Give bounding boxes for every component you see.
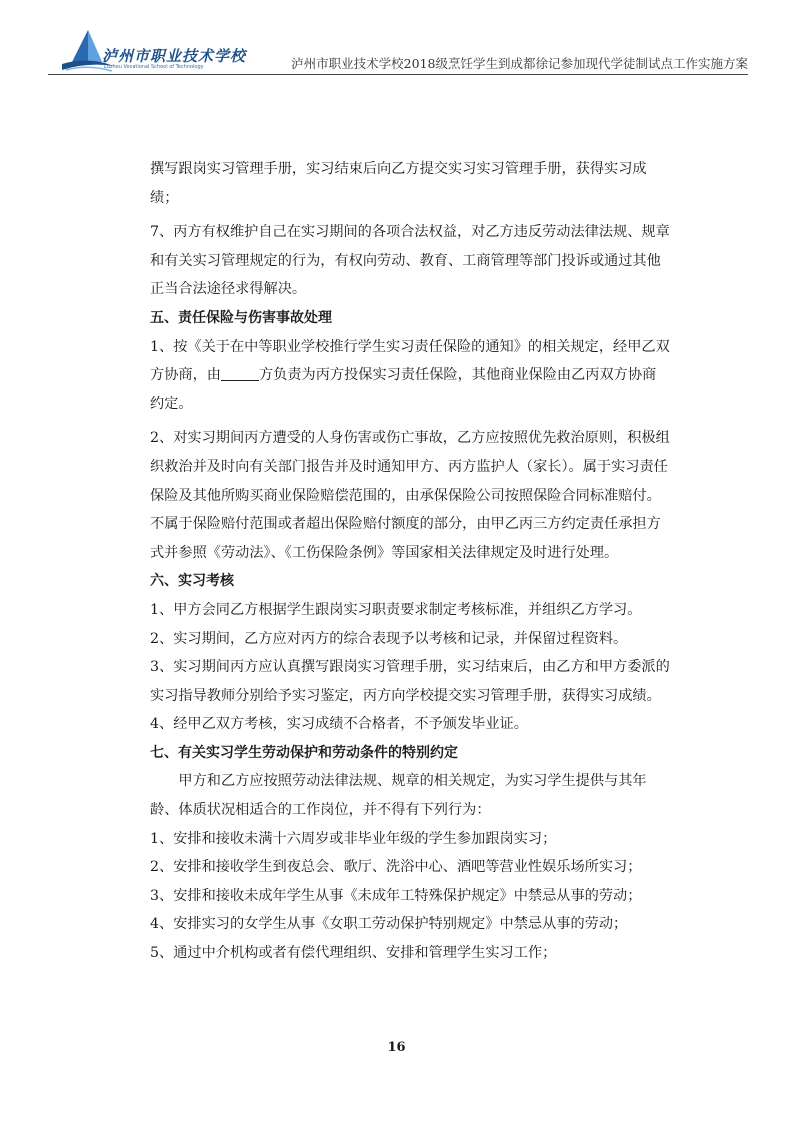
paragraph-continued: 撰写跟岗实习管理手册，实习结束后向乙方提交实习实习管理手册，获得实习成绩； — [150, 161, 647, 206]
paragraph-5-1-part-a: 1、按《关于在中等职业学校推行学生实习责任保险的通知》的相关规定，经甲乙双方协商，由 — [150, 338, 670, 384]
paragraph-7-3: 3、安排和接收未成年学生从事《未成年工特殊保护规定》中禁忌从事的劳动； — [150, 887, 642, 904]
paragraph-6-2: 2、实习期间，乙方应对丙方的综合表现予以考核和记录，并保留过程资料。 — [150, 630, 628, 647]
document-body — [150, 155, 670, 968]
paragraph-6-3: 3、实习期间丙方应认真撰写跟岗实习管理手册，实习结束后，由乙方和甲方委派的实习指导教师分别给予实习鉴定，丙方向学校提交实习管理手册，获得实习成绩。 — [150, 659, 670, 704]
paragraph-7-intro: 甲方和乙方应按照劳动法律法规、规章的相关规定，为实习学生提供与其年龄、体质状况相适合的工作岗位，并不得有下列行为： — [150, 773, 647, 819]
section-heading-5: 五、责任保险与伤害事故处理 — [150, 309, 332, 326]
logo-subtext: Luzhou Vocational School of Technology — [104, 64, 204, 70]
paragraph-7-2: 2、安排和接收学生到夜总会、歌厅、洗浴中心、酒吧等营业性娱乐场所实习； — [150, 859, 642, 876]
page-header — [48, 26, 748, 76]
paragraph-7-4: 4、安排实习的女学生从事《女职工劳动保护特别规定》中禁忌从事的劳动； — [150, 916, 628, 933]
paragraph-6-1: 1、甲方会同乙方根据学生跟岗实习职责要求制定考核标准，并组织乙方学习。 — [150, 601, 642, 618]
paragraph-5-1-part-b: 方负责为丙方投保实习责任保险，其他商业保险由乙丙双方协商约定。 — [150, 367, 657, 412]
header-divider — [48, 74, 748, 75]
fill-in-blank — [221, 366, 259, 381]
page-number: 16 — [387, 1040, 406, 1055]
paragraph-7-1: 1、安排和接收未满十六周岁或非毕业年级的学生参加跟岗实习； — [150, 830, 557, 847]
paragraph-7-5: 5、通过中介机构或者有偿代理组织、安排和管理学生实习工作； — [150, 945, 557, 962]
section-heading-7: 七、有关实习学生劳动保护和劳动条件的特别约定 — [150, 744, 458, 761]
logo-text: 泸州市职业技术学校 — [102, 47, 247, 65]
paragraph-7: 7、丙方有权维护自己在实习期间的各项合法权益，对乙方违反劳动法律法规、规章和有关实习管理规定的行为，有权向劳动、教育、工商管理等部门投诉或通过其他正当合法途径求得解决。 — [150, 224, 670, 298]
section-heading-6: 六、实习考核 — [150, 573, 234, 590]
paragraph-6-4: 4、经甲乙双方考核，实习成绩不合格者，不予颁发毕业证。 — [150, 716, 528, 733]
paragraph-5-2: 2、对实习期间丙方遭受的人身伤害或伤亡事故，乙方应按照优先救治原则，积极组织救治并及时向有关部门报告并及时通知甲方、丙方监护人（家长）。属于实习责任保险及其他所购买商业保险赔偿范围的，由承保保险公司按照保险合同标准赔付。不属于保险赔付范围或者超出保险赔付额度的部分，由甲乙丙三方约定责任承担方式并参照《劳动法》、《工伤保险条例》等国家相关法律规定及时进行处理。 — [150, 430, 670, 561]
paragraph-5-1 — [150, 333, 670, 419]
document-title: 泸州市职业技术学校2018级烹饪学生到成都徐记参加现代学徒制试点工作实施方案 — [291, 56, 748, 71]
school-logo — [58, 26, 247, 76]
